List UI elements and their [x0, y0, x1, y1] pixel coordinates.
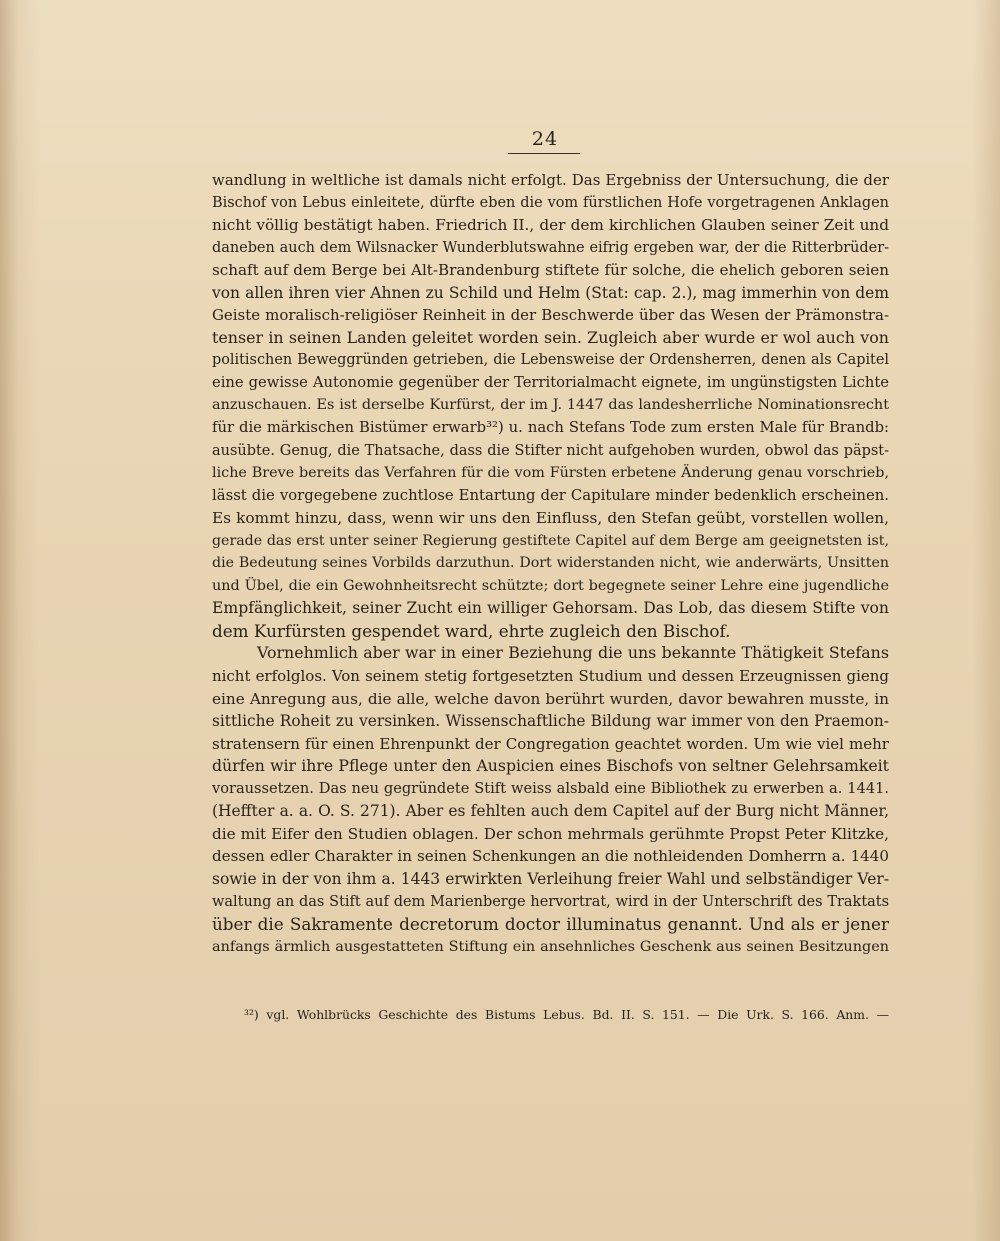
text-line: stratensern für einen Ehrenpunkt der Congregation geachtet worden. Um wie viel mehr [212, 734, 889, 753]
text-line: schaft auf dem Berge bei Alt-Brandenburg stiftete für solche, die ehelich geboren seien [212, 261, 889, 280]
text-line: tenser in seinen Landen geleitet worden sein. Zugleich aber wurde er wol auch von [212, 327, 889, 347]
text-line: (Heffter a. a. O. S. 271). Aber es fehlten auch dem Capitel auf der Burg nicht Männer, [212, 802, 889, 821]
text-line: Vornehmlich aber war in einer Beziehung die uns bekannte Thätigkeit Stefans [257, 643, 889, 663]
text-line: voraussetzen. Das neu gegründete Stift weiss alsbald eine Bibliothek zu erwerben a. 1441. [212, 779, 889, 797]
text-line: ausübte. Genug, die Thatsache, dass die Stifter nicht aufgehoben wurden, obwol das päpst- [212, 442, 889, 459]
text-line: dem Kurfürsten gespendet ward, ehrte zugleich den Bischof. [212, 620, 731, 641]
body-text [212, 169, 889, 958]
text-line: waltung an das Stift auf dem Marienberge hervortrat, wird in der Unterschrift des Traktats [212, 893, 889, 910]
text-line: anfangs ärmlich ausgestatteten Stiftung ein ansehnliches Geschenk aus seinen Besitzungen [212, 938, 889, 955]
text-line: nicht erfolglos. Von seinem stetig fortgesetzten Studium und dessen Erzeugnissen gieng [212, 667, 889, 686]
text-line: eine gewisse Autonomie gegenüber der Territorialmacht eignete, im ungünstigsten Lichte [212, 373, 889, 391]
text-line: über die Sakramente decretorum doctor illuminatus genannt. Und als er jener [212, 914, 889, 935]
text-line: für die märkischen Bistümer erwarb³²) u. nach Stefans Tode zum ersten Male für Brandb: [212, 419, 889, 437]
text-line: dessen edler Charakter in seinen Schenkungen an die nothleidenden Domherrn a. 1440 [212, 847, 889, 866]
text-line: sowie in der von ihm a. 1443 erwirkten Verleihung freier Wahl und selbständiger Ver- [212, 869, 889, 888]
text-line: gerade das erst unter seiner Regierung gestiftete Capitel auf dem Berge am geeignetsten ist, [212, 532, 889, 549]
text-line: sittliche Roheit zu versinken. Wissenschaftliche Bildung war immer von den Praemon- [212, 712, 889, 731]
header-rule [508, 153, 580, 154]
text-line: Es kommt hinzu, dass, wenn wir uns den Einfluss, den Stefan geübt, vorstellen wollen, [212, 509, 889, 528]
text-line: Bischof von Lebus einleitete, dürfte eben die vom fürstlichen Hofe vorgetragenen Anklagen [212, 194, 889, 211]
text-line: nicht völlig bestätigt haben. Friedrich II., der dem kirchlichen Glauben seiner Zeit und [212, 216, 889, 235]
text-line: von allen ihren vier Ahnen zu Schild und Helm (Stat: cap. 2.), mag immerhin von dem [212, 283, 889, 302]
text-line: anzuschauen. Es ist derselbe Kurfürst, der im J. 1447 das landesherrliche Nominationsrecht [212, 397, 889, 414]
text-line: daneben auch dem Wilsnacker Wunderblutswahne eifrig ergeben war, der die Ritterbrüder- [212, 239, 889, 256]
text-line: liche Breve bereits das Verfahren für die vom Fürsten erbetene Änderung genau vorschrieb, [212, 465, 889, 482]
text-line: lässt die vorgegebene zuchtlose Entartung der Capitulare minder bedenklich erscheinen. [212, 486, 889, 504]
text-line: die Bedeutung seines Vorbilds darzuthun. Dort widerstanden nicht, wie anderwärts, Unsitten [212, 555, 889, 572]
text-line: die mit Eifer den Studien oblagen. Der schon mehrmals gerühmte Propst Peter Klitzke, [212, 824, 889, 843]
text-line: dürfen wir ihre Pflege unter den Auspicien eines Bischofs von seltner Gelehrsamkeit [212, 756, 889, 776]
text-line: und Übel, die ein Gewohnheitsrecht schützte; dort begegnete seiner Lehre eine jugendliche [212, 577, 889, 594]
text-line: politischen Beweggründen getrieben, die Lebensweise der Ordensherren, denen als Capitel [212, 352, 889, 369]
footnote: ³²) vgl. Wohlbrücks Geschichte des Bistums Lebus. Bd. II. S. 151. — Die Urk. S. 166. Anm. — [244, 1007, 889, 1022]
text-line: eine Anregung aus, die alle, welche davon berührt wurden, davor bewahren musste, in [212, 689, 889, 708]
text-line: Geiste moralisch-religiöser Reinheit in der Beschwerde über das Wesen der Prämonstra- [212, 306, 889, 325]
text-line: Empfänglichkeit, seiner Zucht ein williger Gehorsam. Das Lob, das diesem Stifte von [212, 599, 889, 618]
text-line: wandlung in weltliche ist damals nicht erfolgt. Das Ergebniss der Untersuchung, die der [212, 171, 889, 189]
page-number: 24 [531, 128, 559, 150]
